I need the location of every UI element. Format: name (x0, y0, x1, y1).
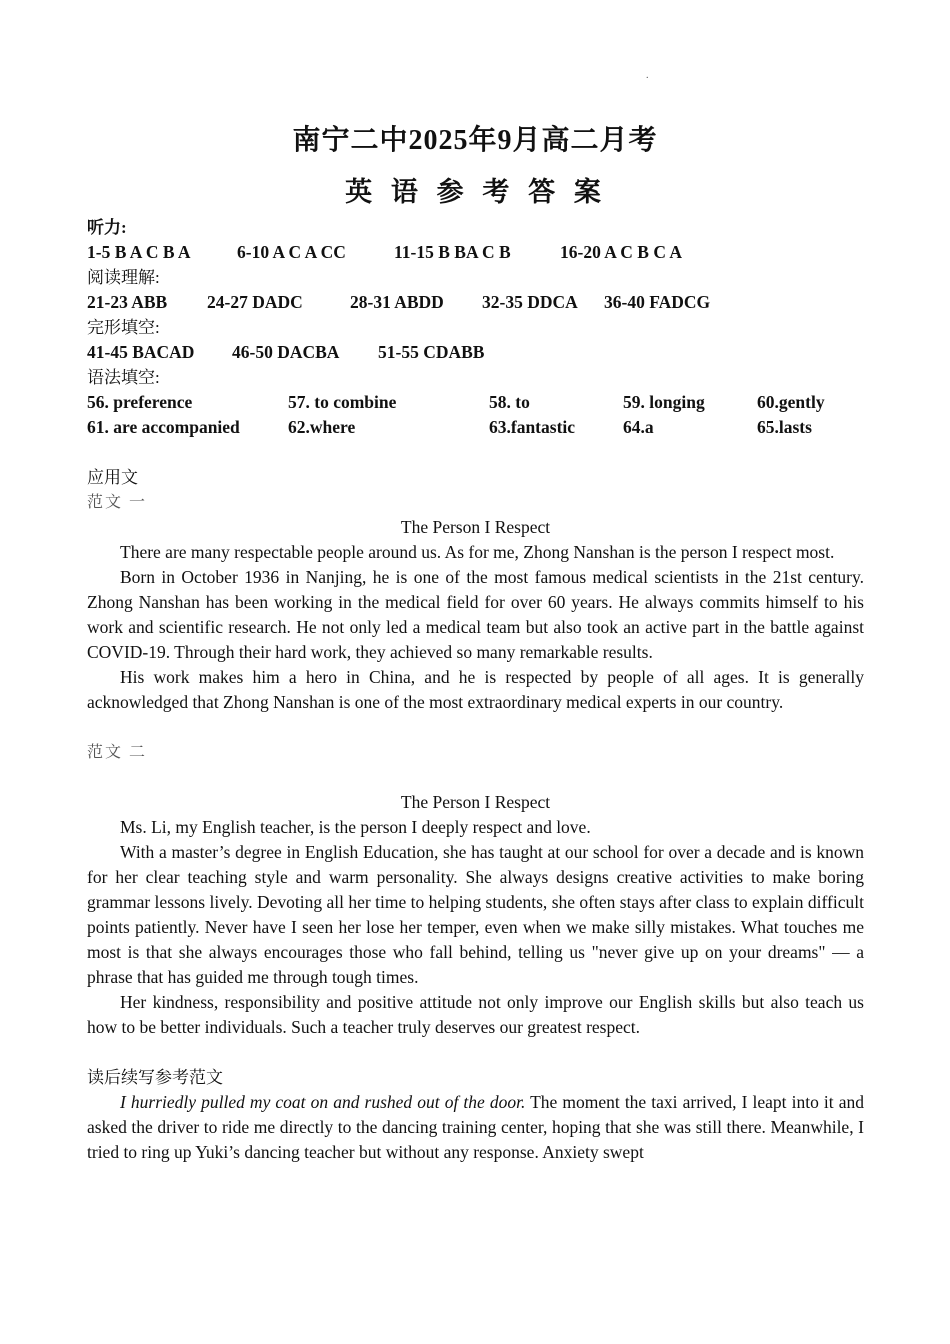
reading-group: 28-31 ABDD (350, 292, 444, 312)
continuation-paragraph (87, 1090, 864, 1165)
reading-group: 36-40 FADCG (604, 292, 711, 312)
grammar-answer: 63.fantastic (489, 417, 576, 437)
listening-group: 1-5 B A C B A (87, 242, 191, 262)
reading-group: 21-23 ABB (87, 292, 168, 312)
grammar-answer: 57. to combine (288, 392, 397, 412)
grammar-label: 语法填空: (87, 368, 160, 387)
page-subtitle: 英 语 参 考 答 案 (345, 177, 605, 207)
grammar-answer: 59. longing (623, 392, 705, 412)
cloze-label: 完形填空: (87, 318, 160, 337)
listening-answers (87, 240, 864, 265)
continuation-italic-start: I hurriedly pulled my coat on and rushed out of the door. (120, 1092, 526, 1112)
grammar-answer: 58. to (489, 392, 530, 412)
answer-content (87, 215, 864, 1165)
reading-answers (87, 290, 864, 315)
sample-2-paragraph: Her kindness, responsibility and positive attitude not only improve our English skills but also teach us how to be better individuals. Such a teacher truly deserves our greatest respect. (87, 992, 864, 1037)
listening-group: 11-15 B BA C B (394, 242, 511, 262)
grammar-answer: 60.gently (757, 392, 825, 412)
sample-2-title: The Person I Respect (400, 792, 551, 812)
listening-group: 6-10 A C A CC (237, 242, 346, 262)
grammar-answer: 64.a (623, 417, 654, 437)
reading-label: 阅读理解: (87, 268, 160, 287)
cloze-answers (87, 340, 864, 365)
grammar-answer: 61. are accompanied (87, 417, 240, 437)
reading-group: 32-35 DDCA (482, 292, 578, 312)
grammar-answer: 62.where (288, 417, 356, 437)
sample-1-paragraph: Born in October 1936 in Nanjing, he is one of the most famous medical scientists in the 21st century. Zhong Nanshan has been working in the medical field for over 60 years. He always commits himself to his work and scientific research. He not only led a medical team but also took an active part in the battle against COVID-19. Through their hard work, they achieved so many remarkable results. (87, 567, 864, 662)
sample-1-label: 范文 一 (87, 494, 148, 511)
cloze-group: 51-55 CDABB (378, 342, 485, 362)
continuation-label: 读后续写参考范文 (87, 1068, 223, 1087)
cloze-group: 46-50 DACBA (232, 342, 340, 362)
grammar-answers-row-2 (87, 415, 864, 440)
sample-1-paragraph: There are many respectable people around us. As for me, Zhong Nanshan is the person I respect most. (120, 542, 835, 562)
grammar-answer: 65.lasts (757, 417, 812, 437)
sample-2-label: 范文 二 (87, 744, 148, 761)
grammar-answer: 56. preference (87, 392, 193, 412)
listening-label: 听力: (87, 218, 127, 237)
reading-group: 24-27 DADC (207, 292, 303, 312)
sample-2-paragraph: Ms. Li, my English teacher, is the person I deeply respect and love. (120, 817, 591, 837)
page-dot: . (646, 70, 649, 81)
cloze-group: 41-45 BACAD (87, 342, 195, 362)
grammar-answers-row-1 (87, 390, 864, 415)
sample-1-title: The Person I Respect (400, 517, 551, 537)
sample-2-paragraph: With a master’s degree in English Education, she has taught at our school for over a decade and is known for her clear teaching style and warm personality. She always designs creative activities to make boring grammar lessons lively. Devoting all her time to helping students, she often stays after class to explain difficult points patiently. Never have I seen her lose her temper, even when we make silly mistakes. What touches me most is that she always encourages those who fall behind, telling us "never give up on your dreams" — a phrase that has guided me through tough times. (87, 842, 864, 987)
sample-1-paragraph: His work makes him a hero in China, and he is respected by people of all ages. It is generally acknowledged that Zhong Nanshan is one of the most extraordinary medical experts in our country. (87, 667, 864, 712)
listening-group: 16-20 A C B C A (560, 242, 683, 262)
continuation-text: The moment the taxi arrived, I leapt into it and asked the driver to ride me directly to the dancing training center, hoping that she was still there. Meanwhile, I tried to ring up Yuki’s dancing teacher but without any response. Anxiety swept (87, 1092, 864, 1162)
writing-label: 应用文 (87, 468, 138, 487)
page-title: 南宁二中2025年9月高二月考 (292, 125, 658, 156)
